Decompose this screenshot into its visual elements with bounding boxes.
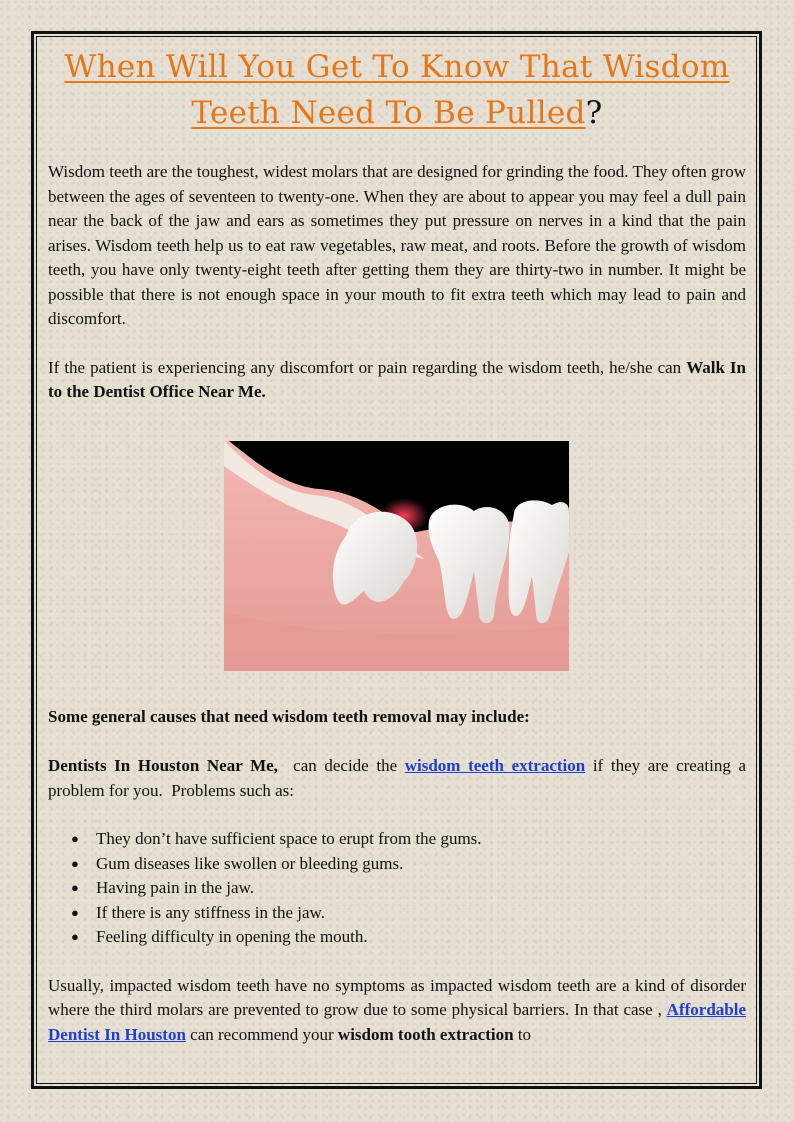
walk-in-bold: Walk In to the Dentist Office Near Me. [48,357,746,401]
walk-in-paragraph [48,356,746,405]
dentists-bold: Dentists In Houston Near Me, [48,756,278,775]
list-item-text: If there is any stiffness in the jaw. [96,902,325,922]
list-item [48,827,746,852]
bullet-icon: ● [71,831,79,846]
list-item-text: Having pain in the jaw. [96,878,254,897]
impacted-wisdom-tooth-icon [224,441,569,671]
bullet-icon: ● [71,929,79,944]
list-item [48,852,746,877]
wisdom-teeth-extraction-link[interactable]: wisdom teeth extraction [404,756,586,775]
bullet-icon: ● [71,880,79,895]
title-line-1: When Will You Get To Know That Wisdom [64,49,730,85]
causes-heading [48,705,746,730]
impacted-text-c: to [513,1024,532,1044]
title-line-2: Teeth Need To Be Pulled [191,95,586,131]
dentists-text-a: can decide the [277,756,405,775]
list-item-text: They don’t have sufficient space to erupt from the gums. [96,829,482,848]
page-title [48,44,746,136]
dentists-text-b: if they are creating a problem for you. Problems such as: [48,756,751,800]
document-body [48,44,751,1047]
impacted-text-a: Usually, impacted wisdom teeth have no symptoms as impacted wisdom teeth are a kind of disorder where the third molars are prevented to grow due to some physical barriers. In that case , [48,975,746,1019]
impacted-text-b: can recommend your [185,1024,338,1044]
dentists-paragraph [48,754,751,803]
affordable-dentist-link[interactable]: Affordable Dentist In Houston [48,1000,746,1044]
list-item [48,876,746,901]
list-item [48,901,746,926]
impacted-paragraph [48,974,746,1048]
list-item-text: Feeling difficulty in opening the mouth. [96,927,368,946]
intro-paragraph: Wisdom teeth are the toughest, widest molars that are designed for grinding the food. They often grow between the ages of seventeen to twenty-one. When they are about to appear you may feel a dull pain near the back of the jaw and ears as sometimes they put pressure on nerves in a kind that the pain arises. Wisdom teeth help us to eat raw vegetables, raw meat, and roots. Before the growth of wisdom teeth, you have only twenty-eight teeth after getting them they are thirty-two in number. It might be possible that there is not enough space in your mouth to fit extra teeth which may lead to pain and discomfort. [48,162,746,328]
impacted-bold: wisdom tooth extraction [337,1024,514,1044]
problems-list [48,827,746,950]
causes-heading-text: Some general causes that need wisdom teeth removal may include: [48,706,530,726]
list-item-text: Gum diseases like swollen or bleeding gums. [96,853,404,873]
title-question-mark: ? [585,95,603,131]
wisdom-tooth-image [224,441,569,671]
bullet-icon: ● [71,904,79,920]
list-item [48,925,746,950]
walk-in-text: If the patient is experiencing any discomfort or pain regarding the wisdom teeth, he/she can [48,357,687,377]
bullet-icon: ● [71,855,79,871]
